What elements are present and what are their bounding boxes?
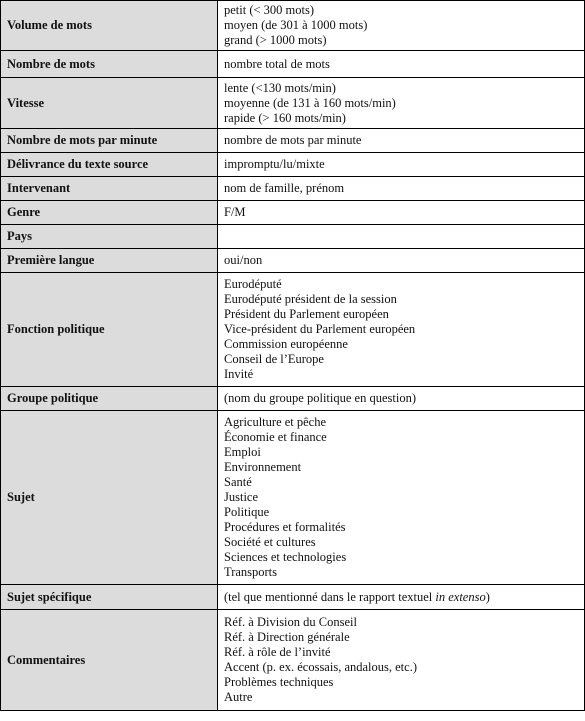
value-line: Justice [224,490,259,504]
field-values [218,585,585,610]
value-line: oui/non [224,253,263,267]
field-name: Sujet spécifique [1,585,218,610]
field-name: Volume de mots [1,1,218,51]
value-line: Réf. à Division du Conseil [224,615,357,629]
value-line: Agriculture et pêche [224,415,327,429]
specific-italic: in extenso [435,589,486,604]
value-line: Invité [224,367,254,381]
value-line: Politique [224,505,270,519]
value-line [224,590,578,605]
value-line: Environnement [224,460,302,474]
table-row [1,387,585,411]
table-row [1,249,585,273]
field-name: Vitesse [1,78,218,129]
value-line: petit (< 300 mots) [224,3,315,17]
field-values [218,1,585,51]
value-line: nombre total de mots [224,56,330,71]
table-row [1,177,585,201]
value-line: Sciences et technologies [224,550,347,564]
field-name: Première langue [1,249,218,273]
value-line: moyenne (de 131 à 160 mots/min) [224,95,396,110]
field-values [218,129,585,153]
value-line: rapide (> 160 mots/min) [224,110,346,125]
table-row [1,225,585,249]
value-line: Emploi [224,445,261,459]
value-line: Président du Parlement européen [224,307,389,321]
field-values [218,201,585,225]
field-name: Commentaires [1,610,218,711]
value-line: Commission européenne [224,337,348,351]
field-values [218,387,585,411]
value-line: Eurodéputé président de la session [224,292,397,306]
field-name: Genre [1,201,218,225]
specific-close: ) [485,589,490,604]
field-name: Pays [1,225,218,249]
value-line: moyen (de 301 à 1000 mots) [224,18,368,32]
field-values [218,78,585,129]
field-values [218,273,585,387]
table-row [1,1,585,51]
value-line: Accent (p. ex. écossais, andalous, etc.) [224,660,417,674]
value-line: impromptu/lu/mixte [224,157,325,171]
field-values [218,51,585,78]
field-name: Nombre de mots [1,51,218,78]
value-line: nom de famille, prénom [224,181,345,195]
table-row [1,129,585,153]
value-line: lente (<130 mots/min) [224,80,336,95]
value-line: Eurodéputé [224,277,282,291]
value-line: Procédures et formalités [224,520,346,534]
value-line: Économie et finance [224,430,327,444]
value-line: Société et cultures [224,535,316,549]
field-values [218,153,585,177]
field-name: Sujet [1,411,218,585]
value-line: F/M [224,205,246,219]
field-name: Délivrance du texte source [1,153,218,177]
value-line: nombre de mots par minute [224,133,362,147]
field-name: Intervenant [1,177,218,201]
table-row [1,273,585,387]
table-row [1,585,585,610]
value-line: Conseil de l’Europe [224,352,324,366]
specific-text: (tel que mentionné dans le rapport textuel [224,589,436,604]
table-row [1,78,585,129]
field-values [218,411,585,585]
table-row [1,153,585,177]
table-row [1,411,585,585]
value-line: Problèmes techniques [224,675,334,689]
value-line: Autre [224,690,253,704]
value-line: Transports [224,565,278,579]
field-name: Nombre de mots par minute [1,129,218,153]
value-line: Réf. à Direction générale [224,630,350,644]
table-row [1,201,585,225]
value-line: Vice-président du Parlement européen [224,322,416,336]
field-values [218,177,585,201]
value-line: Réf. à rôle de l’invité [224,645,331,659]
value-line: grand (> 1000 mots) [224,33,327,47]
field-name: Fonction politique [1,273,218,387]
table-row [1,51,585,78]
field-name: Groupe politique [1,387,218,411]
value-line: (nom du groupe politique en question) [224,391,416,405]
field-values [218,610,585,711]
field-values [218,249,585,273]
table-row [1,610,585,711]
value-line: Santé [224,475,252,489]
field-values [218,225,585,249]
